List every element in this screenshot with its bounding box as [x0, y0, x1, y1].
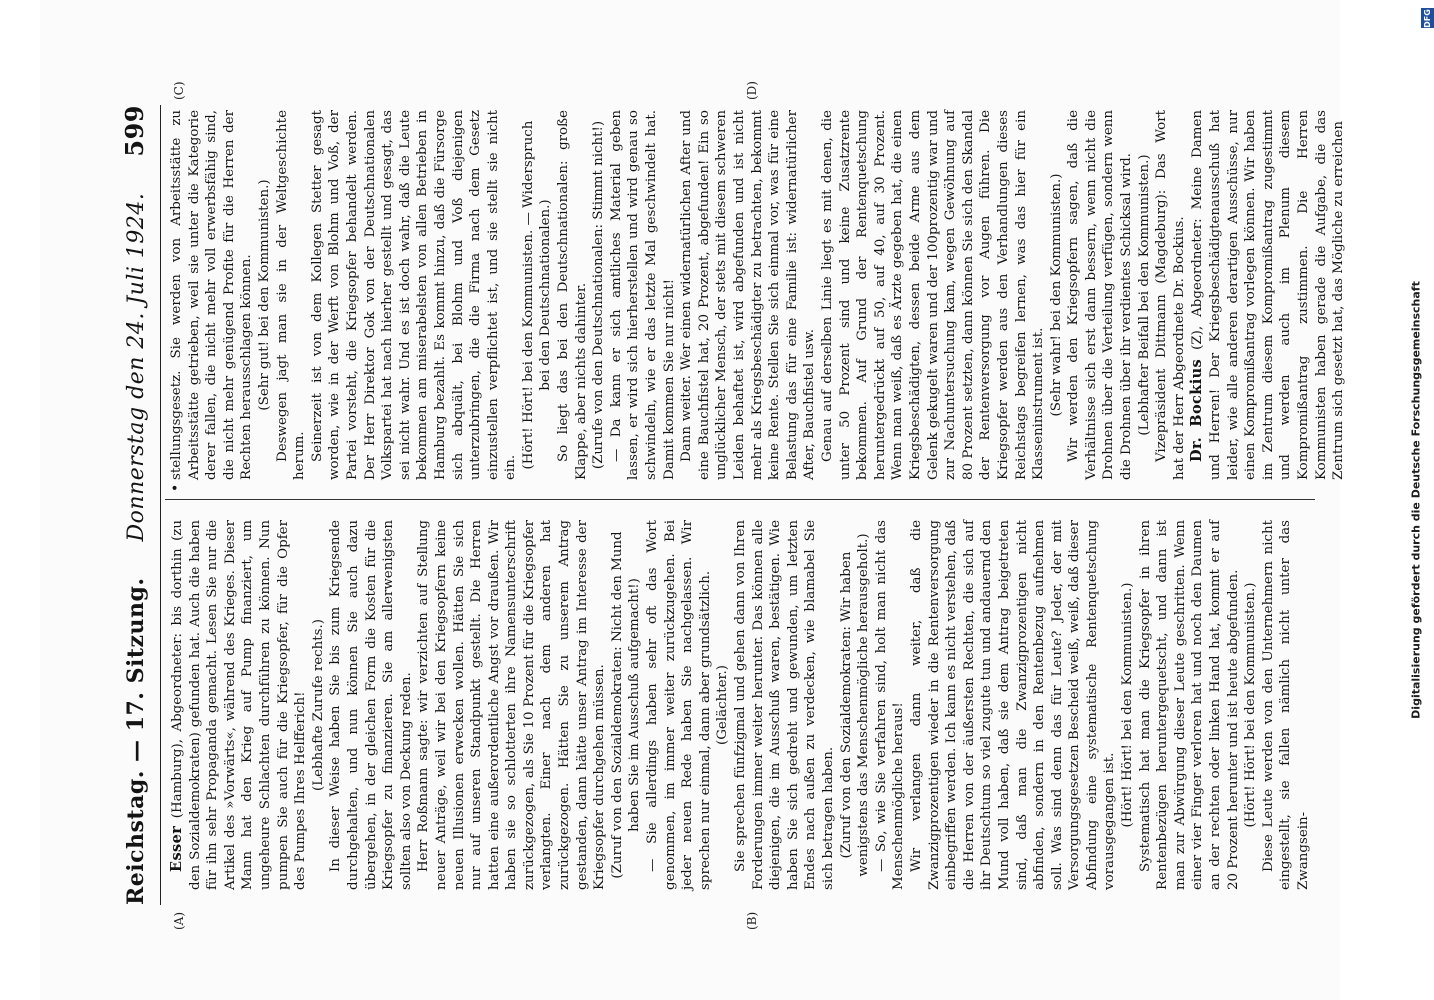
- paragraph: Diese Leute werden von den Unternehmern nicht eingestellt, sie fallen nämlich nicht unter das Zwangsein-: [1260, 520, 1311, 890]
- paragraph: stellungsgesetz. Sie werden von Arbeitsstätte zu Arbeitsstätte getrieben, weil sie unter die Kategorie derer fallen, die nicht mehr voll erwerbsfähig sind, die nicht mehr genügend Profite für die Herren der Rechten herausschlagen können.: [169, 110, 255, 480]
- paragraph: Wir werden den Kriegsopfern sagen, daß die Verhältnisse sich erst dann bessern, wenn nicht die Drohnen über die Verteilung verfügen, sondern wenn die Drohnen über ihr verdientes Schicksal wird.: [1066, 110, 1135, 480]
- interjection: (Sehr wahr! bei den Kommunisten.): [1048, 173, 1064, 417]
- margin-marker-b: (B): [745, 911, 759, 930]
- interjection: (Zurufe von den Deutschnationalen: Stimmt nicht!): [591, 120, 607, 470]
- header-date: Donnerstag den 24. Juli 1924.: [124, 192, 149, 542]
- margin-marker-c: (C): [172, 81, 186, 100]
- column-divider: [165, 499, 1315, 500]
- rotated-page-frame: [40, 0, 1347, 1000]
- paragraph: Deswegen jagt man sie in der Weltgeschichte herum.: [274, 110, 308, 480]
- interjection: (Hört! Hört! bei den Kommunisten.): [1243, 582, 1259, 828]
- right-column: [168, 110, 1348, 480]
- speech-text: (Z), Abgeordneter: Meine Damen und Herren! Der Kriegsbeschädigtenausschuß hat leider, wie alle anderen derartigen Ausschüsse, nur einen Kompromißantrag vorlegen können. Wir haben im Zentrum diesem Kompromißantrag zugestimmt und werden auch im Plenum diesem Kompromißantrag zustimmen. Die Herren Kommunisten haben gerade die Aufgabe, die das Zentrum sich gesetzt hat, das Mögliche zu erreichen: [1190, 110, 1347, 480]
- left-column: [168, 520, 1313, 890]
- paragraph: Seinerzeit ist von dem Kollegen Stetter gesagt worden, wie in der Werft von Blohm und Voß, der Partei vorsteht, die Kriegsopfer behandelt werden. Der Herr Direktor Gok von der Deutschnationalen Volkspartei hat nach hierher gestellt und gesagt, das sei nicht wahr. Und es ist doch wahr, daß die Leute bekommen am miserabelsten von allen Betrieben in Hamburg bezahlt. Es kommt hinzu, daß die Fürsorge sich abquält, bei Blohm und Voß diejenigen unterzubringen, die die Firma nach dem Gesetz einzustellen verpflichtet ist, und sie stellt sie nicht ein.: [309, 110, 519, 480]
- speaker-name: Esser: [168, 825, 185, 872]
- paragraph: Genau auf derselben Linie liegt es mit denen, die unter 50 Prozent sind und keine Zusatzrente bekommen. Auf Grund der Rentenquetschung heruntergedrückt auf 50, auf 40, auf 30 Prozent. Wenn man weiß, daß es Ärzte gegeben hat, die einen Kriegsbeschädigten, dessen beide Arme aus dem Gelenk gekugelt waren und der 100prozentig war und zur Nachuntersuchung kam, wegen Gewöhnung auf 80 Prozent setzten, dann können Sie sich den Skandal der Rentenversorgung vor Augen führen. Die Kriegsopfer werden aus den Verhandlungen dieses Reichstags begreifen lernen, was das hier für ein Klasseninstrument ist.: [819, 110, 1047, 480]
- scanned-page: [40, 0, 1347, 1000]
- credit-strip: [1405, 8, 1427, 993]
- paragraph: Sie sprechen fünfzigmal und gehen dann von Ihren Forderungen immer weiter herunter. Das können alle diejenigen, die im Ausschuß waren, bestätigen. Wie haben Sie sich gedreht und gewunden, um letzten Endes nach außen zu verdecken, wie blamabel Sie sich betragen haben.: [733, 520, 836, 890]
- paragraph: — Sie allerdings haben sehr oft das Wort genommen, im immer weiter zurückzugehen. Bei jeder neuen Rede haben Sie nachgelassen. Wir sprechen nur einmal, dann aber grundsätzlich.: [645, 520, 713, 890]
- paragraph: Systematisch hat man die Kriegsopfer in ihren Rentenbezügen heruntergequetscht, und dann ist man zur Abwürgung dieser Leute geschritten. Wenn einer vier Finger verloren hat und noch den Daumen an der rechten oder linken Hand hat, kommt er auf 20 Prozent herunter und ist heute abgefunden.: [1137, 520, 1241, 890]
- paragraph: Dann weiter. Wer einen widernatürlichen After und eine Bauchfistel hat, 20 Prozent, abgefunden! Ein so unglücklicher Mensch, der stets mit diesem schweren Leiden behaftet ist, wird abgefunden und ist nicht mehr als Kriegsbeschädigter zu betrachten, bekommt keine Rente. Stellen Sie sich einmal vor, was für eine Belastung das für eine Familie ist: widernatürlicher After, Bauchfistel usw.: [679, 110, 818, 480]
- paragraph: [168, 520, 310, 890]
- paragraph: So liegt das bei den Deutschnationalen: große Klappe, aber nichts dahinter.: [556, 110, 589, 480]
- page-header: [120, 105, 161, 905]
- interjection: (Zuruf von den Sozialdemokraten: Nicht den Mund haben Sie im Ausschuß aufgemacht!): [609, 531, 643, 879]
- header-left: Reichstag. — 17. Sitzung.: [123, 577, 149, 905]
- interjection: (Hört! Hört! bei den Kommunisten. — Widerspruch bei den Deutschnationalen.): [520, 120, 554, 470]
- dfg-logo-text: DFG: [1423, 8, 1433, 28]
- bullet-mark: •: [168, 483, 184, 492]
- margin-marker-a: (A): [172, 911, 186, 930]
- paragraph: [1188, 110, 1347, 480]
- margin-marker-d: (D): [745, 81, 759, 100]
- interjection: (Hört! Hört! bei den Kommunisten.): [1120, 582, 1136, 828]
- interjection: (Lebhafter Beifall bei den Kommunisten.): [1136, 154, 1152, 436]
- interjection: (Zuruf von den Sozialdemokraten: Wir haben wenigstens das Menschenmögliche herausgeholt.): [838, 533, 872, 877]
- speaker-name: Dr. Bockius: [1188, 358, 1206, 462]
- interjection: (Lebhafte Zurufe rechts.): [310, 619, 326, 792]
- interjection: (Sehr gut! bei den Kommunisten.): [256, 179, 272, 411]
- paragraph: — So, wie Sie verfahren sind, holt man nicht das Menschenmögliche heraus!: [873, 520, 907, 890]
- paragraph: Vizepräsident Dittmann (Magdeburg): Das Wort hat der Herr Abgeordnete Dr. Bockius.: [1154, 110, 1187, 480]
- page-number: 599: [120, 105, 149, 157]
- paragraph: Wir verlangen dann weiter, daß die Zwanzigprozentigen wieder in die Rentenversorgung einbegriffen werden. Ich kann es nicht verstehen, daß die Herren von der äußersten Rechten, die sich auf ihr Deutschtum so viel zugute tun und andauernd den Mund voll haben, daß sie dem Antrag beigetreten sind, daß man die Zwanzigprozentigen nicht abfinden, sondern in den Rentenbezug aufnehmen soll. Was sind denn das für Leute? Jeder, der mit Versorgungsgesetzen Bescheid weiß, weiß, daß dieser Abfindung eine systematische Rentenquetschung vorausgegangen ist.: [908, 520, 1118, 890]
- paragraph: In dieser Weise haben Sie bis zum Kriegsende durchgehalten, und nun können Sie auch dazu übergehen, in der gleichen Form die Kosten für die Kriegsopfer zu finanzieren. Sie am allerwenigsten sollten also von Deckung reden.: [328, 520, 414, 890]
- footer-credit: Digitalisierung gefördert durch die Deutsche Forschungsgemeinschaft: [1409, 281, 1423, 719]
- paragraph: — Da kann er sich amtliches Material geben lassen, er wird sich hierherstellen und wird genau so schwindeln, wie er das letzte Mal geschwindelt hat. Damit kommen Sie nur nicht!: [608, 110, 677, 480]
- paragraph: Herr Roßmann sagte: wir verzichten auf Stellung neuer Anträge, weil wir bei den Kriegsopfern keine neuen Illusionen erwecken wollen. Hätten Sie sich nur auf unseren Standpunkt gestellt. Die Herren hatten eine außerordentliche Angst vor draußen. Wir haben sie so schlotterten ihre Namensunterschrift zurückgezogen, als Sie 10 Prozent für die Kriegsopfer verlangten. Einer nach dem anderen hat zurückgezogen. Hätten Sie zu unserem Antrag gestanden, dann hätte unser Antrag im Interesse der Kriegsopfer durchgehen müssen.: [416, 520, 608, 890]
- dfg-logo: [1421, 8, 1434, 28]
- interjection: (Gelächter.): [715, 665, 731, 745]
- speech-text: (Hamburg), Abgeordneter: bis dorthin (zu den Sozialdemokraten) gefunden hat. Auch die haben für ihn sehr Propaganda gemacht. Lesen Sie nur die Artikel des »Vorwärts«, während des Krieges. Dieser Mann hat den Krieg auf Pump finanziert, um ungeheure Schlachten durchführen zu können. Nun pumpen Sie auch für die Kriegsopfer, für die Opfer des Pumpes Ihres Helfferich!: [170, 520, 309, 890]
